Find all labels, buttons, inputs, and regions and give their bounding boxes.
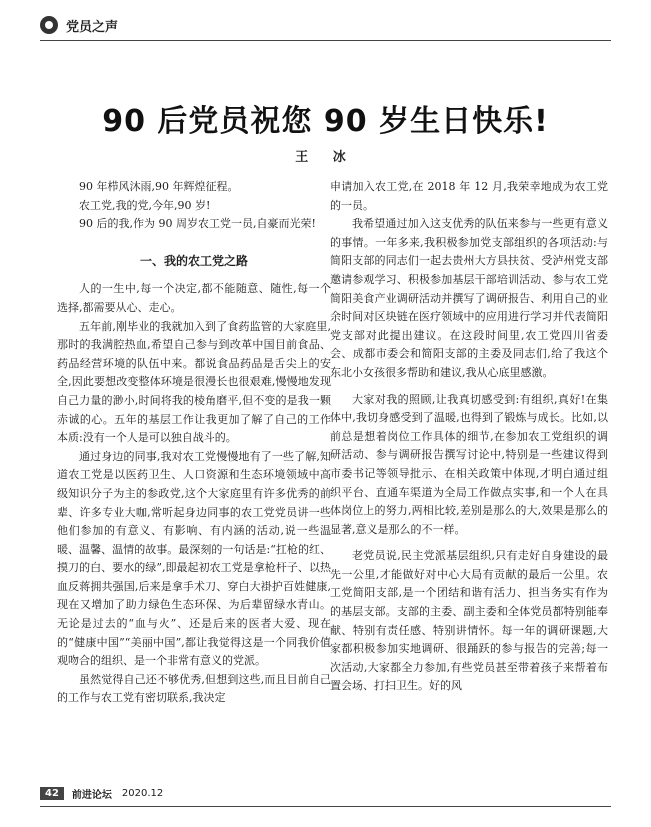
- paragraph: 人的一生中,每一个决定,都不能随意、随性,每一个选择,都需要从心、走心。: [57, 282, 331, 314]
- left-column: [57, 178, 331, 708]
- paragraph: 90 后的我,作为 90 周岁农工党一员,自豪而光荣!: [79, 217, 316, 231]
- paragraph: 我希望通过加入这支优秀的队伍来参与一些更有意义的事情。一年多来,我积极参加党支部组织的各项活动:与简阳支部的同志们一起去贵州大方县扶贫、受泸州党支部邀请参观学习、积极参加基层干部培训活动、参与农工党简阳美食产业调研活动并撰写了调研报告、利用自己的业余时间对区块链在医疗领域中的应用进行学习并代表简阳党支部对此提出建议。在这段时间里,农工党四川省委会、成都市委会和简阳支部的主委及同志们,给了我这个东北小女孩很多帮助和建议,我从心底里感激。: [330, 217, 608, 379]
- paragraph: 虽然觉得自己还不够优秀,但想到这些,而且目前自己的工作与农工党有密切联系,我决定: [57, 672, 331, 705]
- paragraph: 五年前,刚毕业的我就加入到了食药监管的大家庭里,那时的我满腔热血,希望自己参与到改革中国目前食品、药品经营环境的队伍中来。都说食品药品是舌尖上的安全,因此要想改变整体环境是很漫长也很艰难,慢慢地发现自己力量的渺小,时间将我的棱角磨平,但不变的是我一颗赤诚的心。五年的基层工作让我更加了解了自己的工作本质:没有一个人是可以独自战斗的。: [57, 319, 331, 445]
- section-title: 党员之声: [66, 19, 119, 35]
- footer-divider: [40, 806, 611, 807]
- page-footer: [40, 786, 611, 801]
- party-logo-icon: [40, 16, 58, 34]
- magazine-name: 前进论坛: [71, 790, 112, 801]
- right-column: [330, 178, 608, 696]
- paragraph: 申请加入农工党,在 2018 年 12 月,我荣幸地成为农工党的一员。: [330, 180, 608, 212]
- paragraph: 老党员说,民主党派基层组织,只有走好自身建设的最先一公里,才能做好对中心大局有贡献的最后一公里。农工党简阳支部,是一个团结和谐有活力、担当务实有作为的基层支部。支部的主委、副主委和全体党员都特别能奉献、特别有责任感、特别讲情怀。每一年的调研课题,大家都积极参加实地调研、很踊跃的参与报告的完善;每一次活动,大家都全力参加,有些党员甚至带着孩子来帮着布置会场、打扫卫生。好的风: [330, 549, 608, 693]
- page-number: 42: [40, 787, 64, 800]
- article-title: 90 后党员祝您 90 岁生日快乐!: [102, 104, 549, 139]
- paragraph: 大家对我的照顾,让我真切感受到:有组织,真好!在集体中,我切身感受到了温暖,也得到了锻炼与成长。比如,以前总是想着岗位工作具体的细节,在参加农工党组织的调研活动、参与调研报告撰写讨论中,特别是一些建议得到市委书记等领导批示、在相关政策中体现,才明白通过组织平台、直通车渠道为全局工作做点实事,和一个人在具体岗位上的努力,两相比较,差别是那么的大,效果是那么的显著,意义是那么的不一样。: [330, 392, 608, 536]
- paragraph: 通过身边的同事,我对农工党慢慢地有了一些了解,知道农工党是以医药卫生、人口资源和生态环境领域中高级知识分子为主的参政党,这个大家庭里有许多优秀的前辈、许多专业大咖,常听起身边同事的农工党党员讲一些他们参加的有意义、有影响、有内涵的活动,说一些温暖、温馨、温情的故事。最深刻的一句话是:“扛枪的红、摸刀的白、要水的绿”,即最起初农工党是拿枪杆子、以热血反蒋拥共强国,后来是拿手术刀、穿白大褂护百姓健康,现在又增加了助力绿色生态环保、为后辈留绿水青山。无论是过去的“血与火”、还是后来的医者大爱、现在的“健康中国”“美丽中国”,都让我觉得这是一个同我价值观吻合的组织、是一个非常有意义的党派。: [57, 449, 331, 668]
- page-header: [40, 14, 118, 36]
- paragraph: 90 年栉风沐雨,90 年辉煌征程。: [79, 180, 239, 193]
- article-author: 王 冰: [295, 150, 356, 165]
- issue-date: 2020.12: [121, 788, 164, 799]
- paragraph: 农工党,我的党,今年,90 岁!: [79, 198, 211, 212]
- header-divider: [40, 40, 611, 41]
- section-heading: 一、我的农工党之路: [139, 253, 248, 268]
